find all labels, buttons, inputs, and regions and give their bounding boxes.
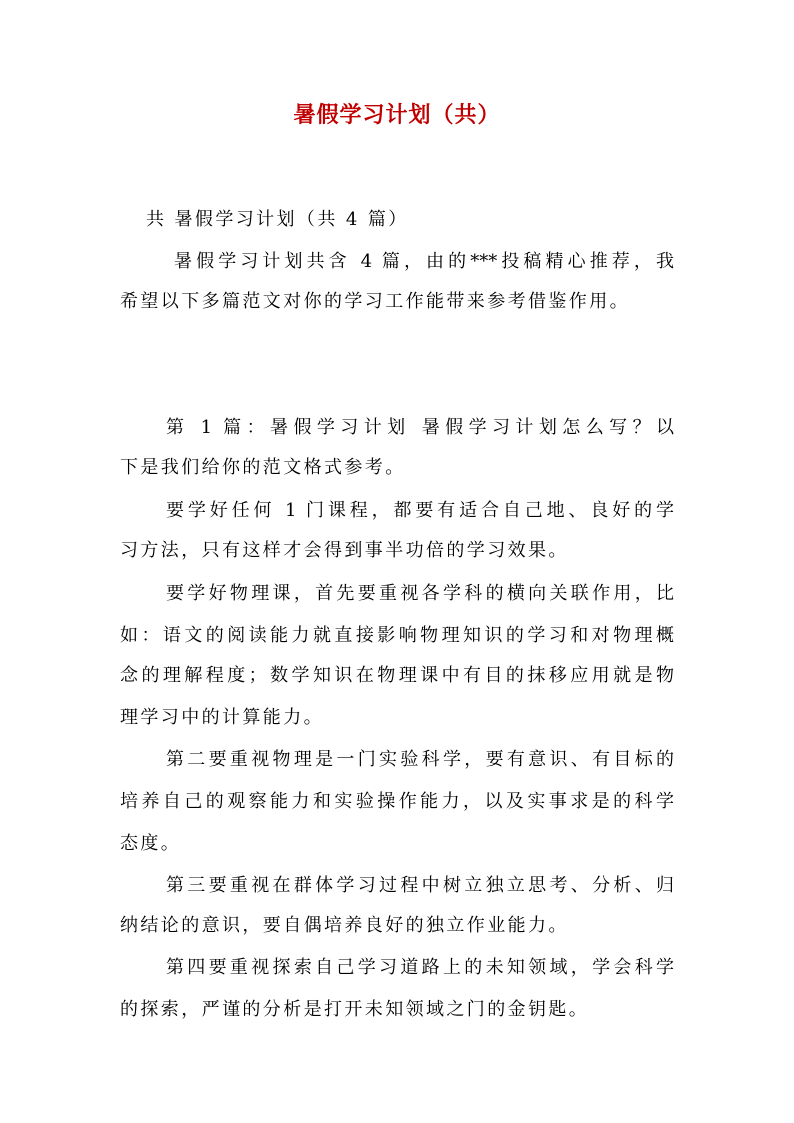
document-title: 暑假学习计划（共）	[293, 102, 501, 128]
body-line: 的探索，严谨的分析是打开未知领域之门的金钥匙。	[120, 999, 590, 1020]
intro-line-1: 暑假学习计划共含 4 篇，由的***投稿精心推荐，我	[174, 251, 674, 272]
body-line: 第三要重视在群体学习过程中树立独立思考、分析、归	[166, 875, 674, 896]
body-line: 态度。	[120, 833, 182, 854]
body-line: 要学好任何 1 门课程，都要有适合自己地、良好的学	[166, 500, 674, 521]
body-line: 下是我们给你的范文格式参考。	[120, 457, 406, 478]
body-line: 理学习中的计算能力。	[120, 707, 324, 728]
body-line: 习方法，只有这样才会得到事半功倍的学习效果。	[120, 540, 569, 561]
body-line: 要学好物理课，首先要重视各学科的横向关联作用，比	[166, 583, 674, 604]
section-1-heading-line: 第 1 篇：暑假学习计划 暑假学习计划怎么写？以	[166, 417, 674, 438]
subtitle-line: 共 暑假学习计划（共 4 篇）	[146, 209, 409, 230]
body-line: 纳结论的意识，要自偶培养良好的独立作业能力。	[120, 915, 569, 936]
intro-line-2: 希望以下多篇范文对你的学习工作能带来参考借鉴作用。	[120, 291, 630, 312]
body-line: 念的理解程度；数学知识在物理课中有目的抹移应用就是物	[120, 665, 674, 686]
body-line: 培养自己的观察能力和实验操作能力，以及实事求是的科学	[120, 791, 674, 812]
body-line: 第四要重视探索自己学习道路上的未知领域，学会科学	[166, 957, 674, 978]
body-line: 第二要重视物理是一门实验科学，要有意识、有目标的	[166, 749, 674, 770]
body-line: 如：语文的阅读能力就直接影响物理知识的学习和对物理概	[120, 625, 674, 646]
